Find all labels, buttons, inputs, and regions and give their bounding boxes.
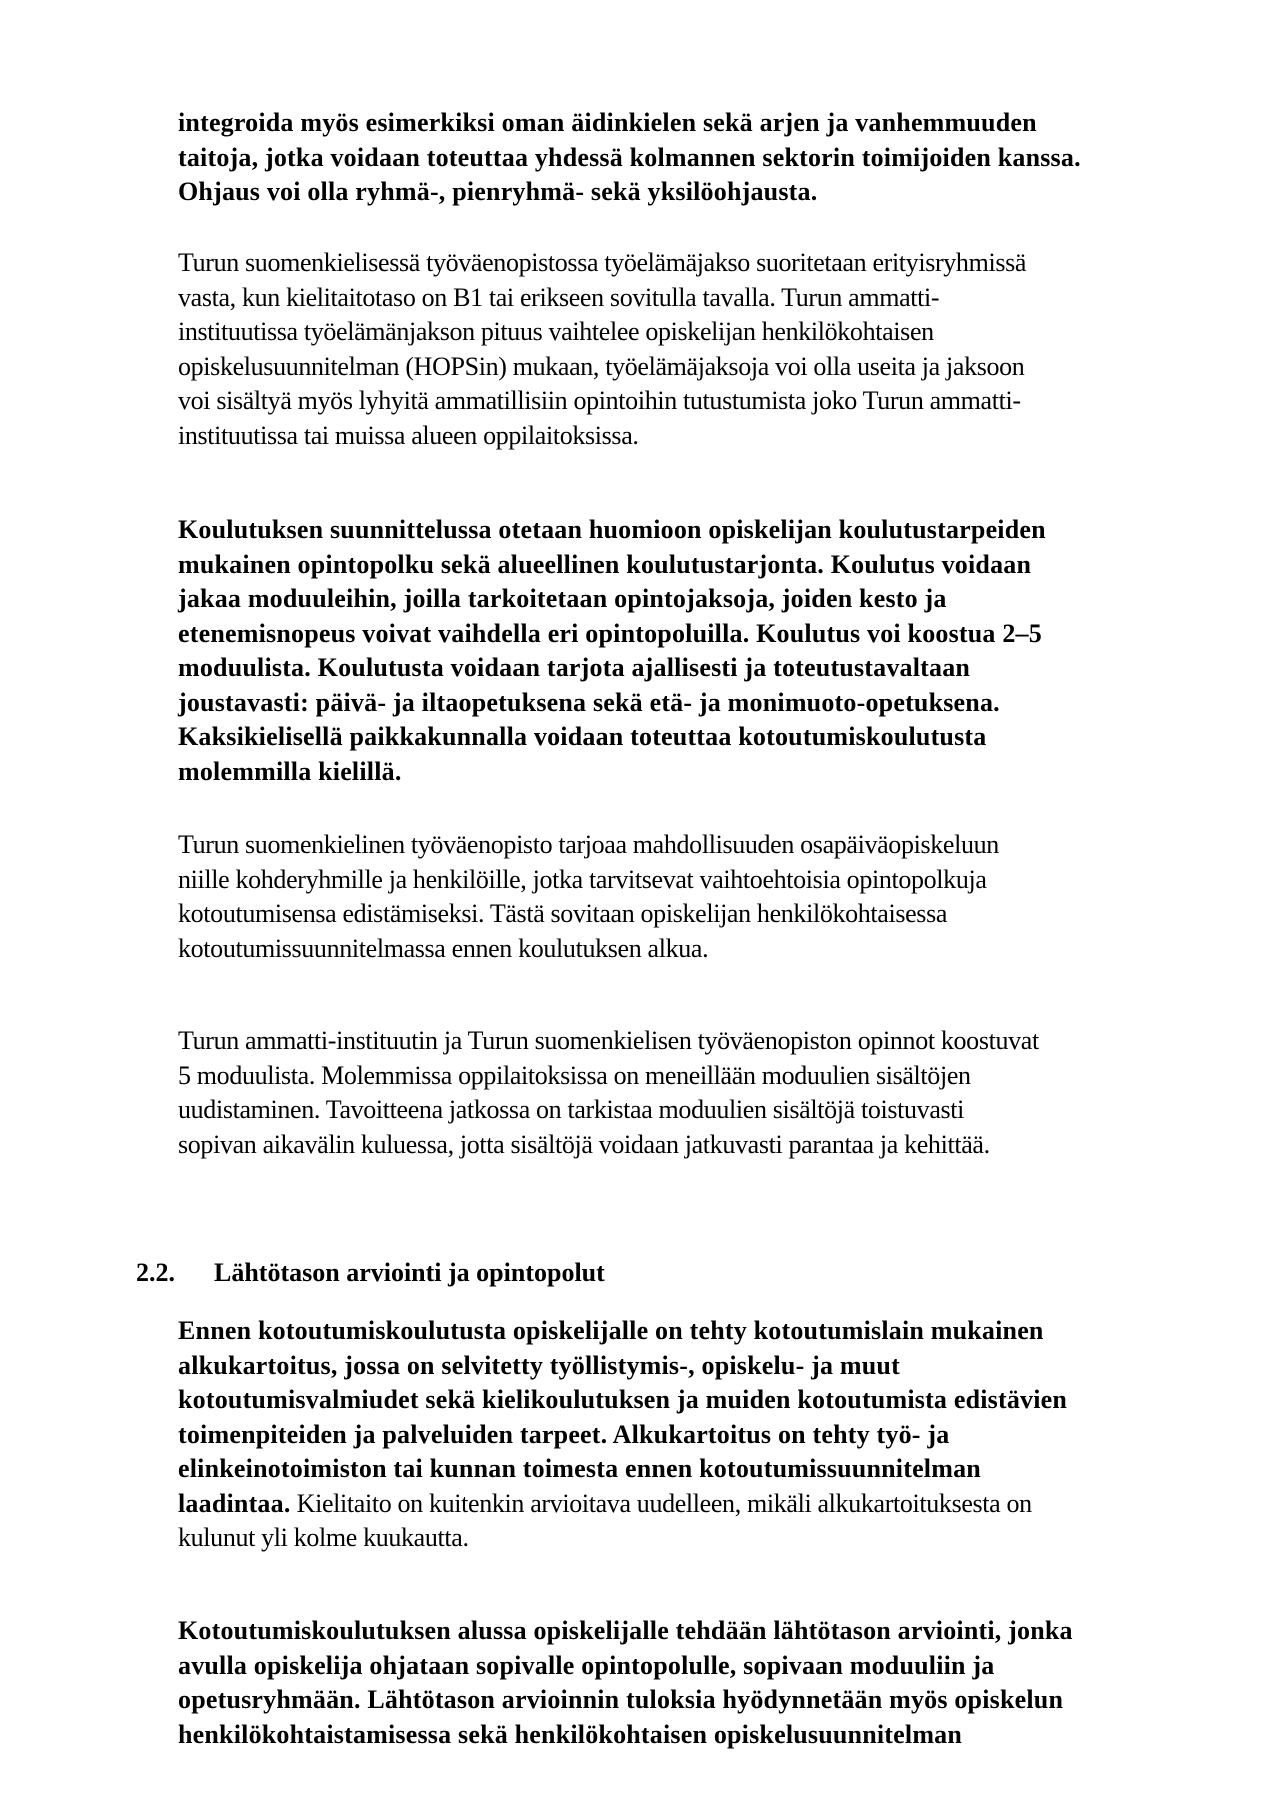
text-line: taitoja, jotka voidaan toteuttaa yhdessä kolmannen sektorin toimijoiden kanssa. [178, 142, 1081, 172]
paragraph-initial-assessment [178, 1314, 1238, 1556]
text-line: opetusryhmään. Lähtötason arvioinnin tuloksia hyödynnetään myös opiskelun [178, 1685, 1064, 1714]
paragraph-modules [178, 1024, 1238, 1162]
text-line: kotoutumisvalmiudet sekä kielikoulutuksen ja muiden kotoutumista edistävien [178, 1385, 1068, 1414]
text-line: moduulista. Koulutusta voidaan tarjota ajallisesti ja toteutustavaltaan [178, 653, 971, 682]
text-line: voi sisältyä myös lyhyitä ammatillisiin opintoihin tutustumista joko Turun ammatti- [178, 386, 1021, 415]
text-line: uudistaminen. Tavoitteena jatkossa on tarkistaa moduulien sisältöjä toistuvasti [178, 1095, 965, 1124]
text-line: avulla opiskelija ohjataan sopivalle opintopolulle, sopivaan moduuliin ja [178, 1650, 995, 1680]
text-line: henkilökohtaistamisessa sekä henkilökohtaisen opiskelusuunnitelman [178, 1719, 963, 1749]
text-line: jakaa moduuleihin, joilla tarkoitetaan opintojaksoja, joiden kesto ja [178, 584, 947, 613]
text-line: elinkeinotoimiston tai kunnan toimesta ennen kotoutumissuunnitelman [178, 1454, 981, 1483]
text-line: kotoutumisensa edistämiseksi. Tästä sovitaan opiskelijan henkilökohtaisessa [178, 899, 948, 928]
text-line: mukainen opintopolku sekä alueellinen koulutustarjonta. Koulutus voidaan [178, 549, 1032, 579]
text-line: integroida myös esimerkiksi oman äidinkielen sekä arjen ja vanhemmuuden [178, 108, 1037, 137]
text-run-bold: laadintaa. [178, 1488, 291, 1518]
text-line: Kotoutumiskoulutuksen alussa opiskelijalle tehdään lähtötason arviointi, jonka [178, 1616, 1073, 1645]
text-line: Ennen kotoutumiskoulutusta opiskelijalle on tehty kotoutumislain mukainen [178, 1316, 1044, 1345]
paragraph-part-time-study [178, 828, 1238, 966]
text-run-normal: Kielitaito on kuitenkin arvioitava uudelleen, mikäli alkukartoituksesta on [290, 1488, 1032, 1518]
paragraph-training-planning [178, 513, 1238, 789]
text-line [178, 1487, 1238, 1522]
text-line: Ohjaus voi olla ryhmä-, pienryhmä- sekä yksilöohjausta. [178, 177, 818, 206]
section-title: Lähtötason arviointi ja opintopolut [214, 1258, 605, 1287]
section-heading [136, 1256, 605, 1290]
section-number: 2.2. [136, 1258, 175, 1287]
text-line: Kaksikielisellä paikkakunnalla voidaan toteuttaa kotoutumiskoulutusta [178, 722, 987, 751]
text-line: instituutissa työelämänjakson pituus vaihtelee opiskelijan henkilökohtaisen [178, 317, 934, 346]
paragraph-guidance [178, 106, 1238, 210]
text-line: toimenpiteiden ja palveluiden tarpeet. Alkukartoitus on tehty työ- ja [178, 1419, 950, 1449]
text-line: instituutissa tai muissa alueen oppilaitoksissa. [178, 420, 639, 450]
paragraph-starting-level [178, 1614, 1238, 1752]
text-line: kulunut yli kolme kuukautta. [178, 1523, 469, 1552]
paragraph-work-period [178, 246, 1238, 453]
text-line: joustavasti: päivä- ja iltaopetuksena sekä etä- ja monimuoto-opetuksena. [178, 687, 1000, 717]
text-line: alkukartoitus, jossa on selvitetty työllistymis-, opiskelu- ja muut [178, 1350, 900, 1380]
text-line: Turun suomenkielisessä työväenopistossa työelämäjakso suoritetaan erityisryhmissä [178, 248, 1027, 277]
text-line: Koulutuksen suunnittelussa otetaan huomioon opiskelijan koulutustarpeiden [178, 515, 1046, 544]
text-line: 5 moduulista. Molemmissa oppilaitoksissa on meneillään moduulien sisältöjen [178, 1060, 971, 1090]
text-line: opiskelusuunnitelman (HOPSin) mukaan, työelämäjaksoja voi olla useita ja jaksoon [178, 351, 1025, 381]
text-line: sopivan aikavälin kuluessa, jotta sisältöjä voidaan jatkuvasti parantaa ja kehittää. [178, 1129, 990, 1159]
text-line: Turun suomenkielinen työväenopisto tarjoaa mahdollisuuden osapäiväopiskeluun [178, 830, 999, 859]
text-line: vasta, kun kielitaitotaso on B1 tai erikseen sovitulla tavalla. Turun ammatti- [178, 282, 940, 312]
text-line: niille kohderyhmille ja henkilöille, jotka tarvitsevat vaihtoehtoisia opintopolkuja [178, 864, 987, 894]
text-line: Turun ammatti-instituutin ja Turun suomenkielisen työväenopiston opinnot koostuvat [178, 1026, 1039, 1055]
text-line: kotoutumissuunnitelmassa ennen koulutuksen alkua. [178, 933, 709, 963]
text-line: etenemisnopeus voivat vaihdella eri opintopoluilla. Koulutus voi koostua 2–5 [178, 618, 1042, 648]
text-line: molemmilla kielillä. [178, 756, 402, 786]
